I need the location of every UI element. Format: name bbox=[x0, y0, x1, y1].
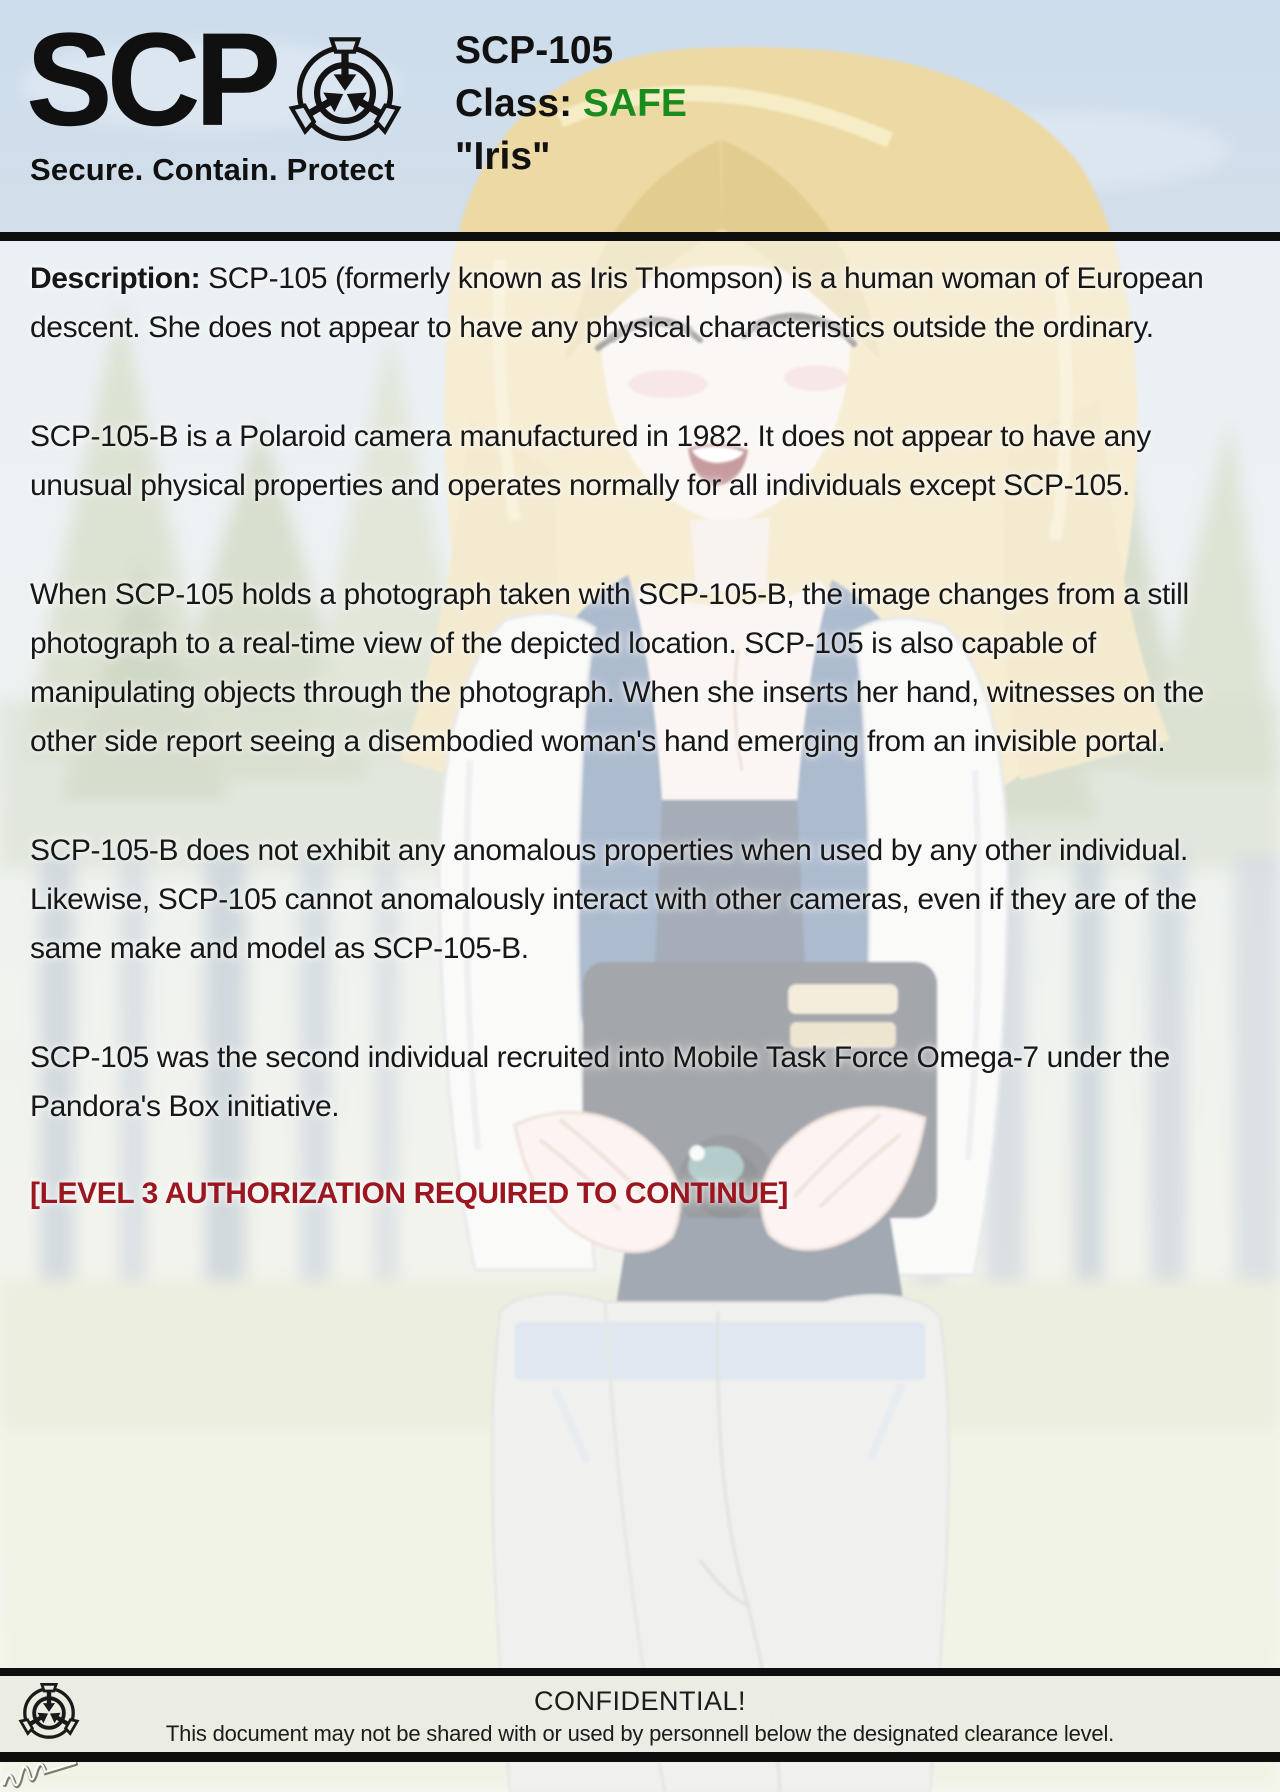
footer-band bbox=[0, 1676, 1280, 1752]
item-number: SCP-105 bbox=[455, 29, 614, 72]
artist-signature bbox=[2, 1760, 98, 1790]
paragraph-anomalous-properties: SCP-105-B does not exhibit any anomalous properties when used by any other individual. Likewise, SCP-105 cannot anomalously interact with other cameras, even if they are of the same make and model as SCP-105-B. bbox=[30, 834, 1197, 965]
disclaimer-text: This document may not be shared with or used by personnell below the designated clearance level. bbox=[165, 1721, 1115, 1746]
document-body bbox=[0, 241, 1280, 1278]
authorization-notice: [LEVEL 3 AUTHORIZATION REQUIRED TO CONTINUE] bbox=[30, 1177, 788, 1210]
class-label: Class: bbox=[455, 82, 573, 125]
item-nickname: "Iris" bbox=[455, 135, 551, 178]
description-label: Description: bbox=[30, 262, 201, 295]
footer-top-bar bbox=[0, 1668, 1280, 1676]
footer-bottom-bar bbox=[0, 1752, 1280, 1762]
scp-foundation-logo-icon bbox=[283, 30, 407, 156]
item-class bbox=[455, 77, 687, 130]
paragraph-photograph: When SCP-105 holds a photograph taken with SCP-105-B, the image changes from a still photograph to a real-time view of the depicted location. SCP-105 is also capable of manipulating objects through the photograph. When she inserts her hand, witnesses on the other side report seeing a disembodied woman's hand emerging from an invisible portal. bbox=[30, 578, 1204, 758]
footer-text bbox=[0, 1676, 1280, 1747]
description-paragraph: Description: SCP-105 (formerly known as Iris Thompson) is a human woman of European descent. She does not appear to have any physical characteristics outside the ordinary. bbox=[30, 262, 1204, 344]
confidential-banner bbox=[0, 1668, 1280, 1762]
scp-tagline: Secure. Contain. Protect bbox=[30, 152, 395, 187]
confidential-label: CONFIDENTIAL! bbox=[533, 1686, 747, 1716]
header-divider bbox=[0, 232, 1280, 241]
scp-wordmark: SCP bbox=[26, 4, 276, 154]
paragraph-task-force: SCP-105 was the second individual recruited into Mobile Task Force Omega-7 under the Pandora's Box initiative. bbox=[30, 1041, 1170, 1123]
paragraph-scp-105-b: SCP-105-B is a Polaroid camera manufactured in 1982. It does not appear to have any unusual physical properties and operates normally for all individuals except SCP-105. bbox=[30, 420, 1151, 502]
item-info bbox=[455, 24, 687, 183]
class-value: SAFE bbox=[582, 82, 687, 125]
